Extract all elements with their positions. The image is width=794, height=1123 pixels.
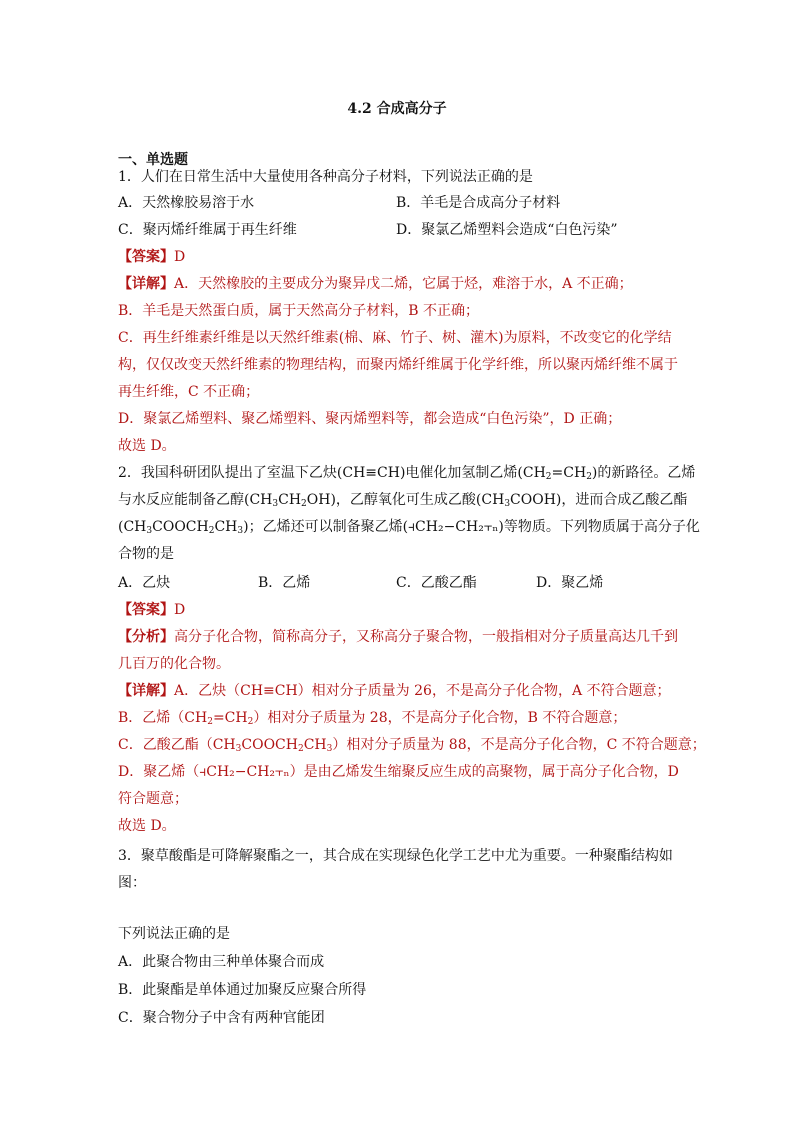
q2-option-a: A．乙炔 <box>118 575 171 591</box>
detail-text: A．乙炔（CH≡CH）相对分子质量为 26，不是高分子化合物，A 不符合题意； <box>174 683 671 699</box>
q2-detail-line-1 <box>118 681 671 701</box>
answer-tag: 【答案】 <box>118 249 174 265</box>
q1-stem: 1．人们在日常生活中大量使用各种高分子材料，下列说法正确的是 <box>118 169 533 185</box>
polyethylene-formula: ⫞CH₂−CH₂⫟ₙ <box>408 519 499 535</box>
q2-option-c: C．乙酸乙酯 <box>396 575 477 591</box>
q2-detail-line-3: C．乙酸乙酯$(CH_3COOCH_2CH_3)$相对分子质量为 88，不是高分子化合物，C 不符合题意； <box>118 737 706 754</box>
q2-analysis-line-1 <box>118 627 678 647</box>
q2-stem-line-3: $(CH_3COOCH_2CH_3)$；乙烯还可以制备聚乙烯(⫞CH₂−CH₂⫟ₙ)等物质。下列物质属于高分子化 <box>118 519 700 536</box>
detail-tag: 【详解】 <box>118 276 174 292</box>
q1-conclusion: 故选 D。 <box>118 438 176 454</box>
q1-answer <box>118 247 185 267</box>
q1-detail-line-4: 构，仅仅改变天然纤维素的物理结构，而聚丙烯纤维属于化学纤维，所以聚丙烯纤维不属于 <box>118 357 678 373</box>
polyethylene-formula: ⫞CH₂−CH₂⫟ₙ <box>199 764 290 780</box>
q3-option-a: A．此聚合物由三种单体聚合而成 <box>118 954 325 970</box>
q3-stem-line-2: 图： <box>118 875 146 891</box>
detail-text: A．天然橡胶的主要成分为聚异戊二烯，它属于烃，难溶于水，A 不正确； <box>174 276 633 292</box>
q2-detail-line-5: 符合题意； <box>118 791 188 807</box>
analysis-tag: 【分析】 <box>118 629 174 645</box>
q2-conclusion: 故选 D。 <box>118 818 176 834</box>
q1-detail-line-5: 再生纤维，C 不正确； <box>118 384 260 400</box>
q2-option-d: D．聚乙烯 <box>536 575 604 591</box>
q2-analysis-line-2: 几百万的化合物。 <box>118 656 230 672</box>
section-heading: 一、单选题 <box>118 152 188 168</box>
q2-detail-line-2: B．乙烯$(CH_2=CH_2)$相对分子质量为 28，不是高分子化合物，B 不符合题意； <box>118 710 627 727</box>
q2-detail-line-4: D．聚乙烯（⫞CH₂−CH₂⫟ₙ）是由乙烯发生缩聚反应生成的高聚物，属于高分子化合物，D <box>118 764 679 780</box>
page-title: 4.2 合成高分子 <box>347 101 447 117</box>
q1-option-d: D．聚氯乙烯塑料会造成“白色污染” <box>396 222 618 238</box>
q1-option-c: C．聚丙烯纤维属于再生纤维 <box>118 222 297 238</box>
answer-value: D <box>174 249 186 265</box>
q1-detail-line-6: D．聚氯乙烯塑料、聚乙烯塑料、聚丙烯塑料等，都会造成“白色污染”，D 正确； <box>118 411 622 427</box>
answer-value: D <box>174 602 186 618</box>
q3-question: 下列说法正确的是 <box>118 926 230 942</box>
q1-detail-line-3: C．再生纤维素纤维是以天然纤维素(棉、麻、竹子、树、灌木)为原料，不改变它的化学结 <box>118 330 672 346</box>
analysis-text: 高分子化合物，简称高分子，又称高分子聚合物，一般指相对分子质量高达几千到 <box>174 629 678 645</box>
q2-stem-line-4: 合物的是 <box>118 546 174 562</box>
q2-stem-line-2: 与水反应能制备乙醇$(CH_3CH_2OH)$，乙醇氧化可生成乙酸$(CH_3COOH)$，进而合成乙酸乙酯 <box>118 492 688 509</box>
q1-option-b: B．羊毛是合成高分子材料 <box>396 195 561 211</box>
answer-tag: 【答案】 <box>118 602 174 618</box>
q3-option-b: B．此聚酯是单体通过加聚反应聚合所得 <box>118 982 367 998</box>
q1-detail-line-2: B．羊毛是天然蛋白质，属于天然高分子材料，B 不正确； <box>118 303 480 319</box>
q1-option-a: A．天然橡胶易溶于水 <box>118 195 255 211</box>
q3-stem-line-1: 3．聚草酸酯是可降解聚酯之一，其合成在实现绿色化学工艺中尤为重要。一种聚酯结构如 <box>118 848 673 864</box>
q1-detail-line-1 <box>118 274 633 294</box>
detail-tag: 【详解】 <box>118 683 174 699</box>
q2-option-b: B．乙烯 <box>258 575 311 591</box>
q2-stem-line-1: 2．我国科研团队提出了室温下乙炔(CH≡CH)电催化加氢制乙烯$(CH_2=CH_2)$的新路径。乙烯 <box>118 465 696 482</box>
q3-option-c: C．聚合物分子中含有两种官能团 <box>118 1010 325 1026</box>
q2-answer <box>118 600 185 620</box>
